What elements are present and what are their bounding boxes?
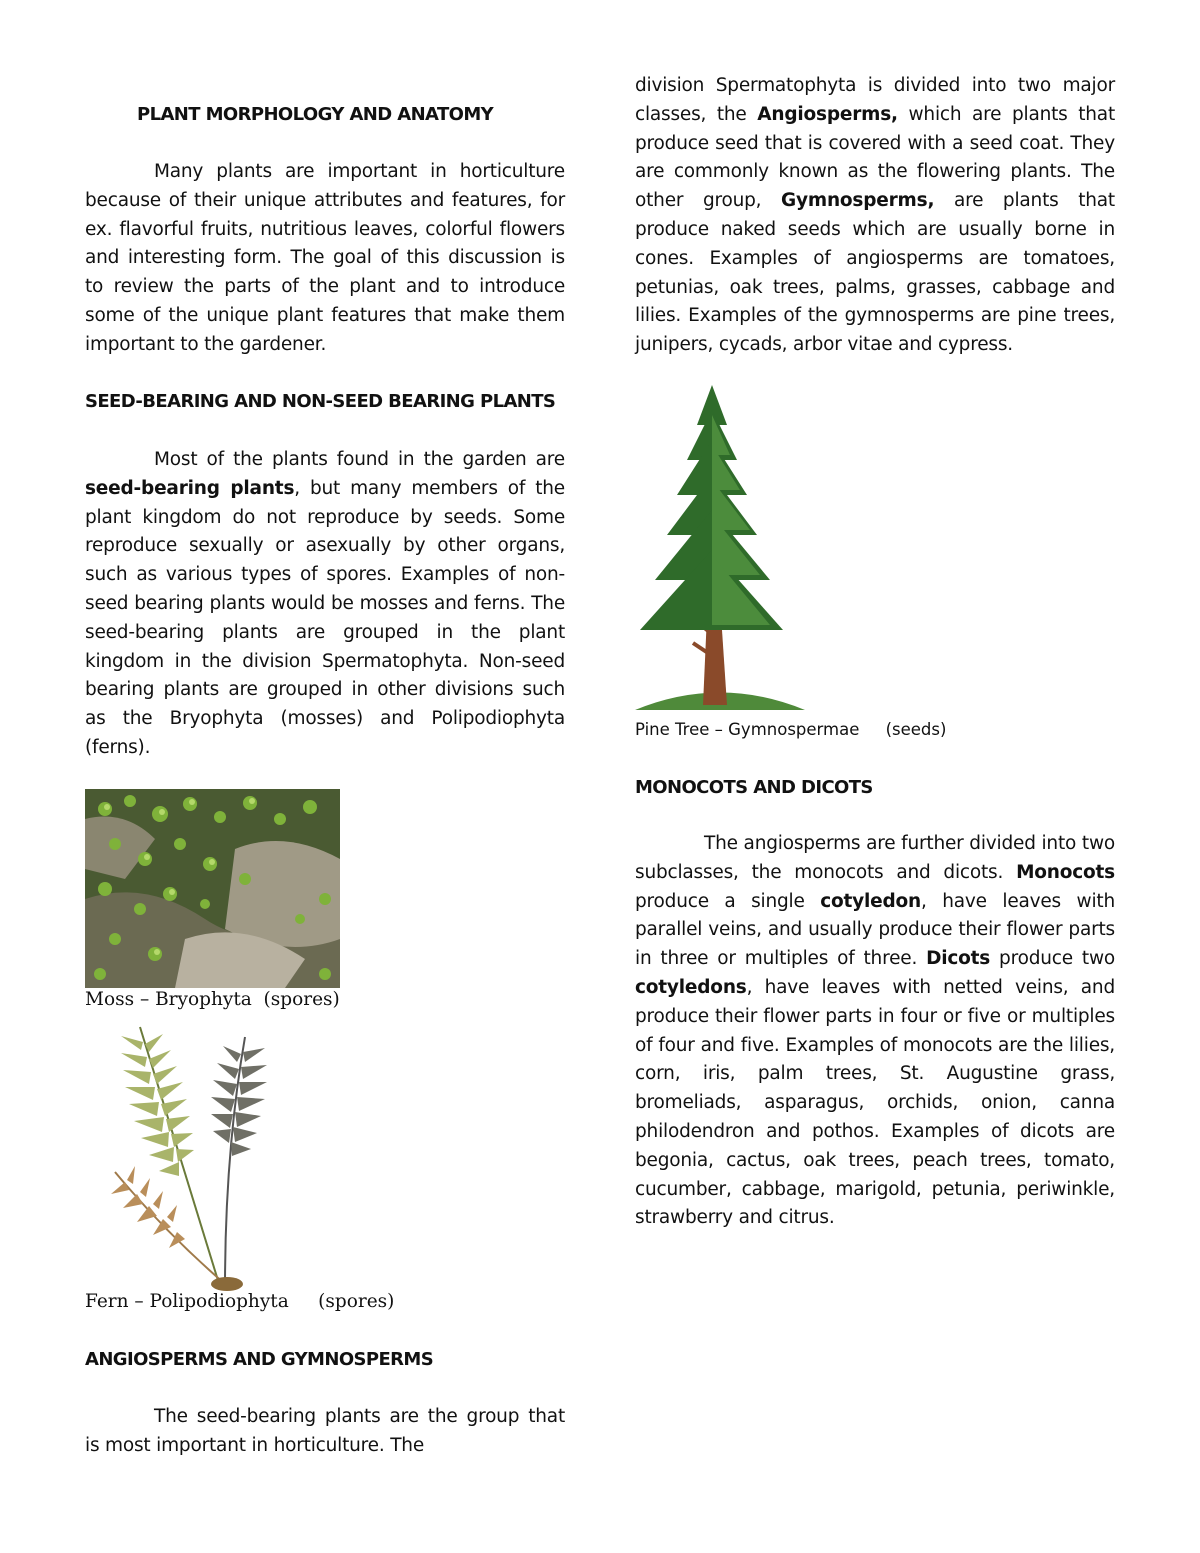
moss-caption: Moss – Bryophyta (spores) [85, 989, 340, 1010]
pine-tree-image [635, 385, 805, 715]
fern-image [85, 1022, 295, 1292]
intro-paragraph: Many plants are important in horticulture because of their unique attributes and features, for ex. flavorful fruits, nutritious leaves, colorful flowers and interesting form. The goal of this discussion is to review the parts of the plant and to introduce some of the unique plant features that make them important to the gardener. [85, 161, 565, 355]
seed-bearing-paragraph: Most of the plants found in the garden are seed-bearing plants, but many members of the plant kingdom do not reproduce by seeds. Some reproduce sexually or asexually by other organs, such as various types of spores. Examples of non-seed bearing plants would be mosses and ferns. The seed-bearing plants are grouped in the plant kingdom in the division Spermatophyta. Non-seed bearing plants are grouped in other divisions such as the Bryophyta (mosses) and Polipodiophyta (ferns). [85, 449, 565, 758]
angiosperms-paragraph-continued: division Spermatophyta is divided into two major classes, the Angiosperms, which are plants that produce seed that is covered with a seed coat. They are commonly known as the flowering plants. The other group, Gymnosperms, are plants that produce naked seeds which are usually borne in cones. Examples of angiosperms are tomatoes, petunias, oak trees, palms, grasses, cabbage and lilies. Examples of the gymnosperms are pine trees, junipers, cycads, arbor vitae and cypress. [635, 75, 1115, 356]
monocots-paragraph: The angiosperms are further divided into two subclasses, the monocots and dicots. Monocots produce a single cotyledon, have leaves with parallel veins, and usually produce their flower parts in three or multiples of three. Dicots produce two cotyledons, have leaves with netted veins, and produce their flower parts in four or five or multiples of four and five. Examples of monocots are the lilies, corn, iris, palm trees, St. Augustine grass, bromeliads, asparagus, orchids, onion, canna philodendron and pothos. Examples of dicots are begonia, cactus, oak trees, peach trees, tomato, cucumber, cabbage, marigold, petunia, periwinkle, strawberry and citrus. [635, 833, 1115, 1229]
monocots-heading: MONOCOTS AND DICOTS [635, 777, 873, 798]
page-title: PLANT MORPHOLOGY AND ANATOMY [137, 104, 494, 125]
pine-caption: Pine Tree – Gymnospermae (seeds) [635, 720, 947, 739]
seed-bearing-heading: SEED-BEARING AND NON-SEED BEARING PLANTS [85, 391, 556, 412]
fern-caption: Fern – Polipodiophyta (spores) [85, 1291, 395, 1312]
angiosperms-heading: ANGIOSPERMS AND GYMNOSPERMS [85, 1349, 434, 1370]
moss-image [85, 789, 340, 988]
angiosperms-paragraph-start: The seed-bearing plants are the group that is most important in horticulture. The [85, 1406, 565, 1456]
